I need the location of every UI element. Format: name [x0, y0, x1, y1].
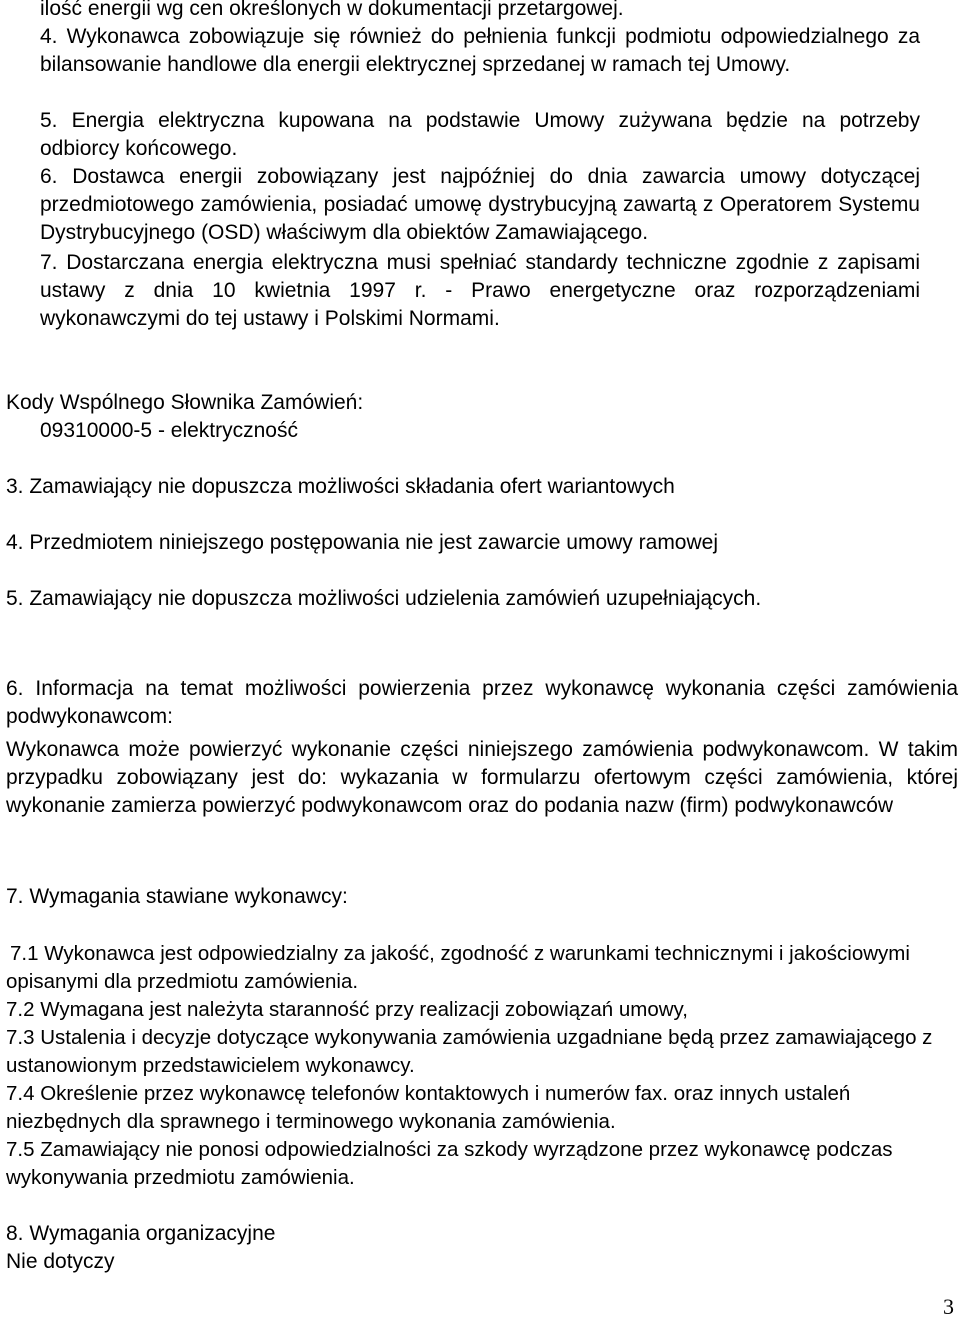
section-8-heading: 8. Wymagania organizacyjne [6, 1222, 276, 1245]
section-5: 5. Zamawiający nie dopuszcza możliwości udzielenia zamówień uzupełniających. [6, 587, 762, 610]
section-8-body: Nie dotyczy [6, 1250, 115, 1273]
list-item-5: 5. Energia elektryczna kupowana na podstawie Umowy zużywana będzie na potrzeby odbiorcy końcowego. [40, 109, 920, 160]
section-7-item-2: 7.2 Wymagana jest należyta staranność przy realizacji zobowiązań umowy, [6, 998, 688, 1021]
list-item-6: 6. Dostawca energii zobowiązany jest najpóźniej do dnia zawarcia umowy dotyczącej przedmiotowego zamówienia, posiadać umowę dystrybucyjną zawartą z Operatorem Systemu Dystrybucyjnego (OSD) właściwym dla obiektów Zamawiającego. [40, 165, 920, 244]
page-number: 3 [943, 1294, 954, 1319]
list-item-3-tail: ilość energii wg cen określonych w dokumentacji przetargowej. [40, 0, 624, 20]
section-4: 4. Przedmiotem niniejszego postępowania nie jest zawarcie umowy ramowej [6, 531, 719, 554]
section-7-heading: 7. Wymagania stawiane wykonawcy: [6, 885, 348, 908]
cpv-code: 09310000-5 - elektryczność [40, 419, 298, 442]
section-7-item-1: 7.1 Wykonawca jest odpowiedzialny za jakość, zgodność z warunkami technicznymi i jakościowymi opisanymi dla przedmiotu zamówienia. [6, 942, 910, 993]
list-item-4: 4. Wykonawca zobowiązuje się również do pełnienia funkcji podmiotu odpowiedzialnego za bilansowanie handlowe dla energii elektrycznej sprzedanej w ramach tej Umowy. [40, 25, 920, 76]
section-7-item-3: 7.3 Ustalenia i decyzje dotyczące wykonywania zamówienia uzgadniane będą przez zamawiającego z ustanowionym przedstawicielem wykonawcy. [6, 1026, 933, 1077]
section-3: 3. Zamawiający nie dopuszcza możliwości składania ofert wariantowych [6, 475, 675, 498]
section-7-item-4: 7.4 Określenie przez wykonawcę telefonów kontaktowych i numerów fax. oraz innych ustaleń niezbędnych dla sprawnego i terminowego wykonania zamówienia. [6, 1082, 851, 1133]
section-6-heading: 6. Informacja na temat możliwości powierzenia przez wykonawcę wykonania części zamówienia podwykonawcom: [6, 677, 958, 728]
cpv-heading: Kody Wspólnego Słownika Zamówień: [6, 391, 364, 414]
section-7-item-5: 7.5 Zamawiający nie ponosi odpowiedzialności za szkody wyrządzone przez wykonawcę podczas wykonywania przedmiotu zamówienia. [6, 1138, 893, 1189]
list-item-7: 7. Dostarczana energia elektryczna musi spełniać standardy techniczne zgodnie z zapisami ustawy z dnia 10 kwietnia 1997 r. - Prawo energetyczne oraz rozporządzeniami wykonawczymi do tej ustawy i Polskimi Normami. [40, 251, 920, 330]
section-6-body: Wykonawca może powierzyć wykonanie części niniejszego zamówienia podwykonawcom. W takim przypadku zobowiązany jest do: wykazania w formularzu ofertowym części zamówienia, której wykonanie zamierza powierzyć podwykonawcom oraz do podania nazw (firm) podwykonawców [6, 738, 958, 817]
